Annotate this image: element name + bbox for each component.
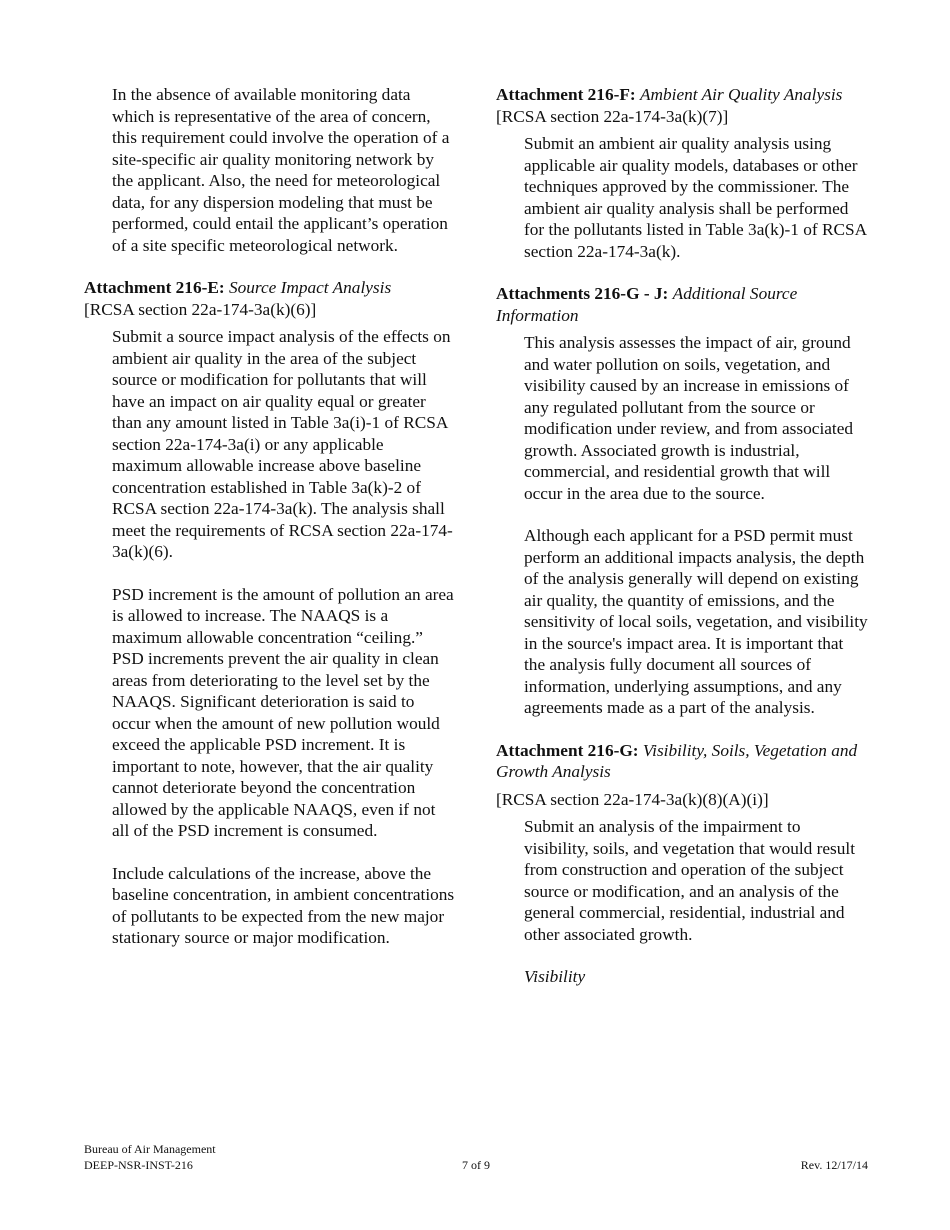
section-e-paragraph: Submit a source impact analysis of the effects on ambient air quality in the area of the subject source or modification for pollutants that will have an impact on air quality equal or greater than any amount listed in Table 3a(i)-1 of RCSA section 22a-174-3a(i) or any applicable maximum allowable increase above baseline concentration established in Table 3a(k)-2 of RCSA section 22a-174-3a(k). The analysis shall meet the requirements of RCSA section 22a-174-3a(k)(6).: [112, 327, 453, 561]
section-g-label: Attachment 216-G:: [496, 740, 639, 760]
section-gj-heading: [496, 283, 868, 326]
left-column: [84, 84, 456, 949]
section-gj-title: Additional Source Information: [496, 284, 798, 325]
page-footer: [84, 1141, 868, 1173]
section-e-label: Attachment 216-E:: [84, 278, 225, 297]
section-gj-paragraph: This analysis assesses the impact of air, ground and water pollution on soils, vegetation, and visibility caused by an increase in emissions of any regulated pollutant from the source or modification under review, and from associated growth. Associated growth is industrial, commercial, and residential growth that will occur in the area due to the source.: [524, 333, 854, 503]
footer-bureau: Bureau of Air Management: [84, 1142, 216, 1156]
section-gj-label: Attachments 216-G - J:: [496, 284, 669, 303]
section-g-citation: [RCSA section 22a-174-3a(k)(8)(A)(i)]: [496, 789, 769, 809]
section-e-heading: [84, 277, 456, 299]
section-f-title: Ambient Air Quality Analysis: [639, 85, 843, 104]
section-f-heading: [496, 84, 868, 106]
section-g-heading: [496, 740, 868, 783]
footer-doc-id: DEEP-NSR-INST-216: [84, 1158, 193, 1172]
section-g-paragraph: Submit an analysis of the impairment to visibility, soils, and vegetation that would result from construction and operation of the subject source or modification, and an analysis of the general commercial, residential, industrial and other associated growth.: [524, 817, 856, 944]
visibility-subheading: Visibility: [524, 967, 586, 986]
section-f-citation: [RCSA section 22a-174-3a(k)(7)]: [496, 106, 729, 126]
section-f-label: Attachment 216-F:: [496, 85, 636, 104]
section-g-title: Visibility, Soils, Vegetation and Growth Analysis: [496, 740, 858, 781]
section-e-title: Source Impact Analysis: [228, 278, 392, 297]
section-gj-paragraph: Although each applicant for a PSD permit must perform an additional impacts analysis, the depth of the analysis generally will depend on existing air quality, the quantity of emissions, and the sensitivity of local soils, vegetation, and visibility in the source's impact area. It is important that the analysis fully document all sources of information, underlying assumptions, and any agreements made as a part of the analysis.: [524, 526, 868, 717]
section-f-paragraph: Submit an ambient air quality analysis using applicable air quality models, databases or other techniques approved by the commissioner. The ambient air quality analysis shall be performed for the pollutants listed in Table 3a(k)-1 of RCSA section 22a-174-3a(k).: [524, 134, 867, 261]
footer-revision: Rev. 12/17/14: [800, 1158, 868, 1172]
section-e-paragraph: PSD increment is the amount of pollution an area is allowed to increase. The NAAQS is a maximum allowable concentration “ceiling.” PSD increments prevent the air quality in clean areas from deteriorating to the level set by the NAAQS. Significant deterioration is said to occur when the amount of new pollution would exceed the applicable PSD increment. It is important to note, however, that the air quality cannot deteriorate beyond the concentration allowed by the applicable NAAQS, even if not all of the PSD increment is consumed.: [112, 584, 454, 840]
section-e-citation: [RCSA section 22a-174-3a(k)(6)]: [84, 299, 317, 319]
intro-paragraph: In the absence of available monitoring data which is representative of the area of concern, this requirement could involve the operation of a site-specific air quality monitoring network by the applicant. Also, the need for meteorological data, for any dispersion modeling that must be performed, could entail the applicant’s operation of a site specific meteorological network.: [112, 85, 450, 255]
section-e-paragraph: Include calculations of the increase, above the baseline concentration, in ambient concentrations of pollutants to be expected from the new major stationary source or major modification.: [112, 863, 455, 947]
footer-page-number: 7 of 9: [462, 1158, 490, 1172]
right-column: [496, 84, 868, 988]
